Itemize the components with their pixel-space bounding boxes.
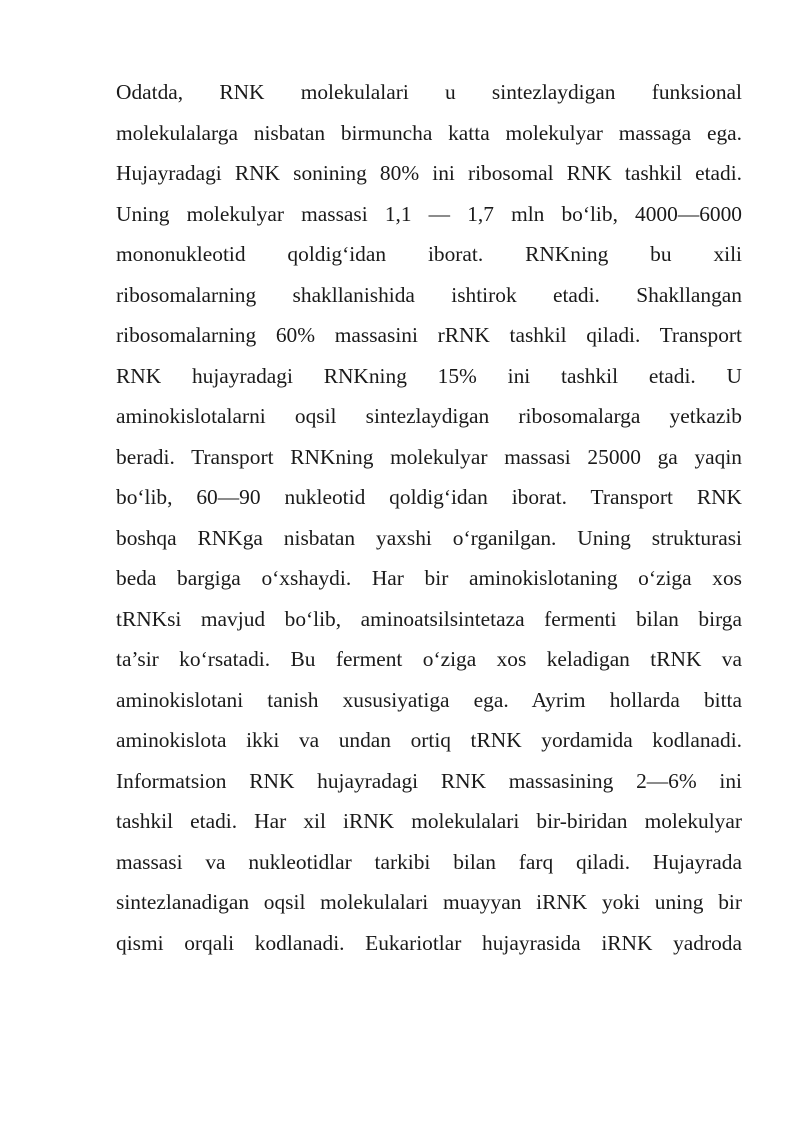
text-line: massasi va nukleotidlar tarkibi bilan farq qiladi. Hujayrada <box>116 849 742 874</box>
text-line: aminokislotalarni oqsil sintezlaydigan ribosomalarga yetkazib <box>116 404 742 428</box>
text-line: tashkil etadi. Har xil iRNK molekulalari bir-biridan molekulyar <box>116 809 742 833</box>
text-line: qismi orqali kodlanadi. Eukariotlar hujayrasida iRNK yadroda <box>116 930 742 955</box>
text-line: aminokislota ikki va undan ortiq tRNK yordamida kodlanadi. <box>116 728 742 752</box>
text-line: Odatda, RNK molekulalari u sintezlaydigan funksional <box>116 80 742 104</box>
text-line: bo‘lib, 60—90 nukleotid qoldig‘idan iborat. Transport RNK <box>116 485 742 509</box>
text-line: sintezlanadigan oqsil molekulalari muayyan iRNK yoki uning bir <box>116 890 742 914</box>
text-line: RNK hujayradagi RNKning 15% ini tashkil etadi. U <box>116 363 742 388</box>
text-line: tRNKsi mavjud bo‘lib, aminoatsilsintetaza fermenti bilan birga <box>116 606 742 631</box>
text-line: mononukleotid qoldig‘idan iborat. RNKning bu xili <box>116 242 742 266</box>
text-line: Uning molekulyar massasi 1,1 — 1,7 mln bo‘lib, 4000—6000 <box>116 201 742 226</box>
text-line: ta’sir ko‘rsatadi. Bu ferment o‘ziga xos keladigan tRNK va <box>116 647 742 671</box>
text-line: molekulalarga nisbatan birmuncha katta molekulyar massaga ega. <box>116 120 742 145</box>
text-line: Hujayradagi RNK sonining 80% ini ribosomal RNK tashkil etadi. <box>116 161 742 185</box>
text-line: boshqa RNKga nisbatan yaxshi o‘rganilgan. Uning strukturasi <box>116 525 742 550</box>
text-line: ribosomalarning 60% massasini rRNK tashkil qiladi. Transport <box>116 323 742 347</box>
body-paragraph <box>116 72 742 963</box>
text-line: Informatsion RNK hujayradagi RNK massasining 2—6% ini <box>116 768 742 793</box>
text-line: aminokislotani tanish xususiyatiga ega. Ayrim hollarda bitta <box>116 687 742 712</box>
text-line: beradi. Transport RNKning molekulyar massasi 25000 ga yaqin <box>116 444 742 469</box>
text-line: beda bargiga o‘xshaydi. Har bir aminokislotaning o‘ziga xos <box>116 566 742 590</box>
text-line: ribosomalarning shakllanishida ishtirok etadi. Shakllangan <box>116 282 742 307</box>
